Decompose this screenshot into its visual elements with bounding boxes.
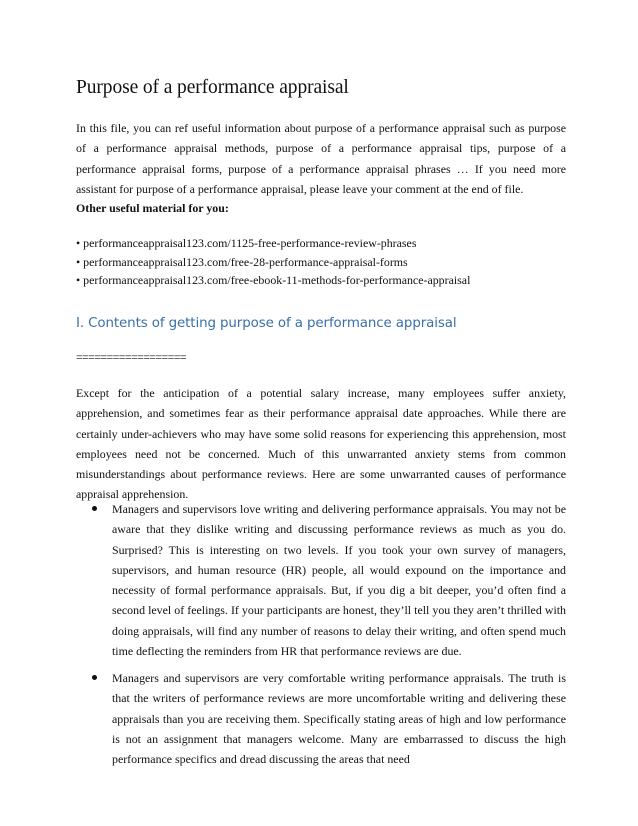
resource-links-list [76, 234, 470, 290]
resource-link[interactable]: • performanceappraisal123.com/1125-free-performance-review-phrases [76, 234, 470, 253]
bullet-icon [92, 506, 97, 511]
section-heading: I. Contents of getting purpose of a performance appraisal [76, 316, 457, 331]
intro-paragraph: In this file, you can ref useful information about purpose of a performance appraisal such as purpose of a performance appraisal methods, purpose of a performance appraisal tips, purpose of a performance appraisal forms, purpose of a performance appraisal phrases … If you need more assistant for purpose of a performance appraisal, please leave your comment at the end of file. [76, 121, 566, 196]
page-title: Purpose of a performance appraisal [76, 77, 349, 98]
other-material-label: Other useful material for you: [76, 201, 229, 215]
resource-link[interactable]: • performanceappraisal123.com/free-ebook-11-methods-for-performance-appraisal [76, 271, 470, 290]
body-paragraph: Except for the anticipation of a potential salary increase, many employees suffer anxiety, apprehension, and sometimes fear as their performance appraisal date approaches. While there are certainly under-achievers who may have some solid reasons for experiencing this apprehension, most employees need not be concerned. Much of this unwarranted anxiety stems from common misunderstandings about performance reviews. Here are some unwarranted causes of performance appraisal apprehension. [76, 386, 566, 502]
resource-link[interactable]: • performanceappraisal123.com/free-28-performance-appraisal-forms [76, 253, 470, 272]
separator-line: ================== [76, 350, 186, 364]
list-item-text: Managers and supervisors are very comfortable writing performance appraisals. The truth is that the writers of performance reviews are more uncomfortable writing and delivering these appraisals than you are receiving them. Specifically stating areas of high and low performance is not an assignment that managers welcome. Many are embarrassed to discuss the high performance specifics and dread discussing the areas that need [112, 671, 566, 767]
list-item-text: Managers and supervisors love writing and delivering performance appraisals. You may not be aware that they dislike writing and discussing performance reviews as much as you do. Surprised? This is interesting on two levels. If you took your own survey of managers, supervisors, and human resource (HR) people, all would expound on the importance and necessity of formal performance appraisals. But, if you dig a bit deeper, you’d often find a second level of feelings. If your participants are honest, they’ll tell you they aren’t thrilled with doing appraisals, will find any number of reasons to delay their writing, and often spend much time deflecting the reminders from HR that performance reviews are due. [112, 502, 566, 659]
bullet-icon [92, 675, 97, 680]
